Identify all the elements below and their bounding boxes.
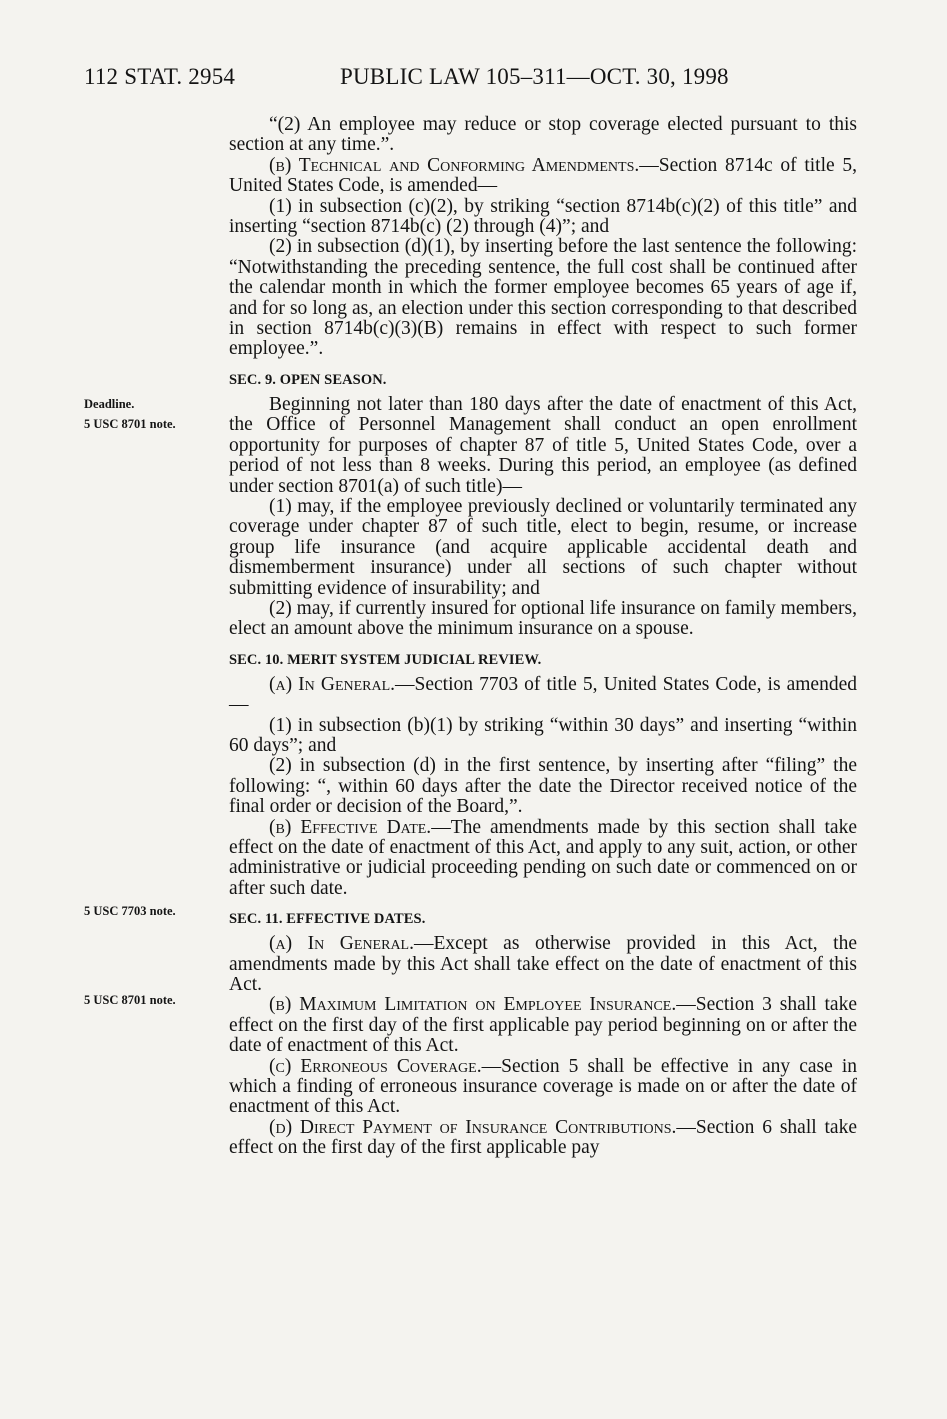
paragraph-effective-in-general [229, 934, 857, 995]
subsection-heading: (c) Erroneous Coverage. [269, 1055, 482, 1077]
paragraph-item-2: (2) in subsection (d)(1), by inserting before the last sentence the following: “Notwithstanding the preceding sentence, the full cost shall be continued after the calendar month in which the former employee becomes 65 years of age if, and for so long as, an election under this section corresponding to that described in section 8714b(c)(3)(B) remains in effect with respect to such former employee.”. [229, 236, 857, 360]
statute-citation: 112 STAT. 2954 [84, 64, 236, 89]
subsection-heading: (b) Technical and Conforming Amendments. [269, 154, 640, 176]
paragraph-open-season-item-2: (2) may, if currently insured for optional life insurance on family members, elect an amount above the minimum insurance on a spouse. [229, 597, 857, 640]
paragraph-coverage-reduction: “(2) An employee may reduce or stop coverage elected pursuant to this section at any time.”. [229, 114, 857, 156]
paragraph-technical-amendments [229, 156, 857, 197]
public-law-title: PUBLIC LAW 105–311—OCT. 30, 1998 [340, 64, 729, 89]
paragraph-open-season-item-1: (1) may, if the employee previously declined or voluntarily terminated any coverage under chapter 87 of such title, elect to begin, resume, or increase group life insurance (and acquire applicable accidental death and dismemberment insurance) under all sections of such chapter without submitting evidence of insurability; and [229, 495, 857, 599]
margin-note-deadline: Deadline. [84, 397, 135, 411]
margin-note-usc-8701-sec11: 5 USC 8701 note. [84, 993, 176, 1007]
paragraph-maximum-limitation [229, 995, 857, 1056]
subsection-text: —Except as otherwise provided in this Act, the amendments made by this Act shall take effect on the date of enactment of this Act. [229, 933, 857, 996]
subsection-heading: (b) Effective Date. [269, 816, 432, 838]
document-body [229, 115, 857, 1159]
page-header [0, 64, 947, 98]
subsection-text: —The amendments made by this section shall take effect on the date of enactment of this Act, and apply to any suit, action, or other administrative or judicial proceeding pending on such date or commenced on or after such date. [229, 816, 857, 899]
section-heading-9: SEC. 9. OPEN SEASON. [229, 371, 387, 388]
paragraph-merit-item-2: (2) in subsection (d) in the first sentence, by inserting after “filing” the following: “, within 60 days after the date the Director received notice of the final order or decision of the Board,”. [229, 755, 857, 818]
margin-note-usc-7703: 5 USC 7703 note. [84, 904, 176, 918]
paragraph-item-1: (1) in subsection (c)(2), by striking “section 8714b(c)(2) of this title” and inserting “section 8714b(c) (2) through (4)”; and [229, 195, 857, 238]
paragraph-merit-effective-date [229, 818, 857, 900]
subsection-text: —Section 7703 of title 5, United States Code, is amended— [229, 673, 857, 716]
subsection-text: —Section 6 shall take effect on the first day of the first applicable pay [229, 1116, 857, 1159]
subsection-text: —Section 8714c of title 5, United States Code, is amended— [229, 154, 857, 197]
subsection-text: —Section 3 shall take effect on the first day of the first applicable pay period beginning on or after the date of enactment of this Act. [229, 994, 857, 1057]
paragraph-open-season: Beginning not later than 180 days after the date of enactment of this Act, the Office of Personnel Management shall conduct an open enrollment opportunity for purposes of chapter 87 of title 5, United States Code, over a period of not less than 8 weeks. During this period, an employee (as defined under section 8701(a) of such title)— [229, 393, 857, 497]
section-heading-10: SEC. 10. MERIT SYSTEM JUDICIAL REVIEW. [229, 651, 542, 668]
subsection-heading: (d) Direct Payment of Insurance Contributions. [269, 1116, 677, 1138]
subsection-heading: (b) Maximum Limitation on Employee Insurance. [269, 994, 677, 1016]
paragraph-erroneous-coverage [229, 1057, 857, 1118]
section-heading-11: SEC. 11. EFFECTIVE DATES. [229, 911, 426, 928]
paragraph-merit-item-1: (1) in subsection (b)(1) by striking “within 30 days” and inserting “within 60 days”; and [229, 714, 857, 756]
margin-note-usc-8701: 5 USC 8701 note. [84, 417, 176, 431]
subsection-heading: (a) In General. [269, 933, 414, 955]
paragraph-direct-payment [229, 1118, 857, 1159]
subsection-text: —Section 5 shall be effective in any case in which a finding of erroneous insurance coverage is made on or after the date of enactment of this Act. [229, 1055, 857, 1118]
subsection-heading: (a) In General. [269, 673, 396, 695]
paragraph-merit-in-general [229, 675, 857, 716]
